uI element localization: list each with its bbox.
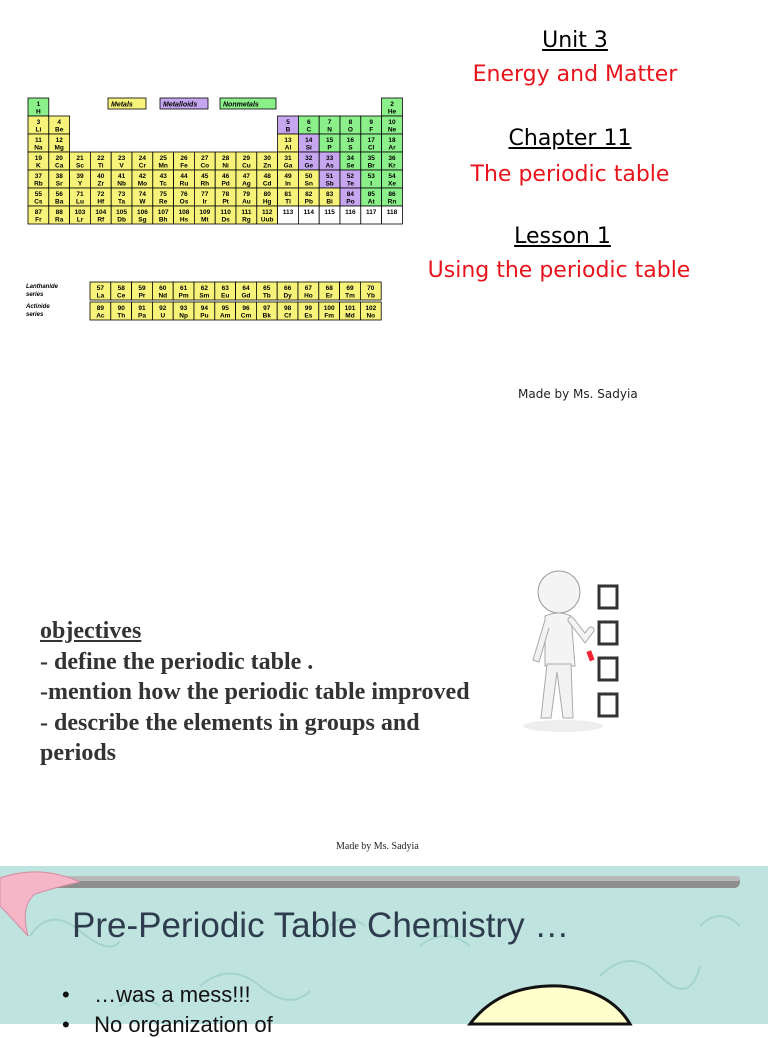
svg-text:58: 58 xyxy=(117,285,125,292)
svg-text:Bk: Bk xyxy=(262,312,271,320)
svg-text:70: 70 xyxy=(367,285,375,292)
svg-text:Ta: Ta xyxy=(118,198,126,206)
svg-text:La: La xyxy=(96,292,105,300)
svg-text:55: 55 xyxy=(34,191,43,198)
svg-text:116: 116 xyxy=(345,209,356,216)
svg-text:74: 74 xyxy=(138,191,147,198)
svg-text:Tc: Tc xyxy=(159,180,167,188)
svg-text:Cm: Cm xyxy=(240,312,252,320)
svg-text:Mo: Mo xyxy=(137,180,148,188)
svg-text:No: No xyxy=(366,312,376,320)
credit-text: Made by Ms. Sadyia xyxy=(336,841,419,852)
svg-text:16: 16 xyxy=(346,137,355,144)
svg-text:28: 28 xyxy=(221,155,230,162)
svg-text:42: 42 xyxy=(138,173,147,180)
svg-text:Ce: Ce xyxy=(117,292,126,300)
svg-text:98: 98 xyxy=(283,305,292,312)
svg-text:Sn: Sn xyxy=(304,180,313,188)
svg-text:Li: Li xyxy=(35,126,42,134)
svg-text:Br: Br xyxy=(367,162,375,170)
svg-text:Pd: Pd xyxy=(221,180,230,188)
svg-text:Os: Os xyxy=(179,198,189,206)
svg-text:Tl: Tl xyxy=(285,198,291,206)
svg-text:26: 26 xyxy=(180,155,188,162)
svg-text:89: 89 xyxy=(96,305,105,312)
svg-text:Tb: Tb xyxy=(262,292,271,300)
objective-item: -mention how the periodic table improved xyxy=(40,679,470,705)
svg-text:Cf: Cf xyxy=(284,312,292,320)
svg-text:75: 75 xyxy=(159,191,167,198)
svg-text:47: 47 xyxy=(242,173,251,180)
svg-text:92: 92 xyxy=(159,305,167,312)
svg-text:Mn: Mn xyxy=(158,162,168,170)
svg-text:14: 14 xyxy=(305,137,313,144)
svg-text:Sr: Sr xyxy=(55,180,63,188)
svg-text:99: 99 xyxy=(304,305,313,312)
svg-text:Rb: Rb xyxy=(34,180,43,188)
svg-text:Pr: Pr xyxy=(138,292,146,300)
svg-text:88: 88 xyxy=(55,209,63,216)
svg-text:113: 113 xyxy=(282,209,294,216)
svg-text:Be: Be xyxy=(55,126,64,134)
svg-text:Dy: Dy xyxy=(283,292,292,300)
svg-text:97: 97 xyxy=(263,305,271,312)
svg-text:Metalloids: Metalloids xyxy=(163,101,198,109)
checkbox-3 xyxy=(599,658,617,680)
svg-text:9: 9 xyxy=(369,119,374,126)
bullet-item: • …was a mess!!! xyxy=(62,982,251,1007)
svg-text:Db: Db xyxy=(117,216,126,224)
unit-label: Unit 3 xyxy=(542,28,608,53)
svg-text:104: 104 xyxy=(95,209,107,216)
svg-text:19: 19 xyxy=(34,155,43,162)
svg-text:Zn: Zn xyxy=(263,162,272,170)
svg-text:21: 21 xyxy=(76,155,84,162)
svg-text:Mt: Mt xyxy=(201,216,209,224)
svg-text:Er: Er xyxy=(325,292,333,300)
svg-text:Np: Np xyxy=(179,312,188,320)
svg-text:72: 72 xyxy=(97,191,105,198)
svg-text:61: 61 xyxy=(179,285,188,292)
svg-text:50: 50 xyxy=(305,173,313,180)
svg-text:Au: Au xyxy=(242,198,251,206)
svg-text:62: 62 xyxy=(200,285,209,292)
svg-text:10: 10 xyxy=(388,119,396,126)
svg-text:Se: Se xyxy=(346,162,355,170)
svg-text:Ba: Ba xyxy=(55,198,64,206)
svg-text:4: 4 xyxy=(57,119,62,126)
svg-text:111: 111 xyxy=(241,209,252,216)
svg-text:In: In xyxy=(285,180,291,188)
svg-text:65: 65 xyxy=(263,285,271,292)
svg-text:105: 105 xyxy=(116,209,128,216)
svg-text:V: V xyxy=(119,162,124,170)
svg-text:24: 24 xyxy=(138,155,147,162)
svg-text:Cr: Cr xyxy=(138,162,147,170)
svg-text:Sg: Sg xyxy=(138,216,147,224)
svg-text:31: 31 xyxy=(284,155,292,162)
svg-text:Rg: Rg xyxy=(242,216,251,224)
svg-text:Te: Te xyxy=(346,180,354,188)
svg-text:40: 40 xyxy=(97,173,105,180)
svg-text:H: H xyxy=(36,108,41,116)
svg-text:86: 86 xyxy=(388,191,396,198)
svg-text:Es: Es xyxy=(304,312,313,320)
svg-text:56: 56 xyxy=(55,191,63,198)
svg-text:Am: Am xyxy=(219,312,231,320)
svg-text:35: 35 xyxy=(367,155,375,162)
svg-text:Cu: Cu xyxy=(242,162,251,170)
svg-text:Ir: Ir xyxy=(202,198,207,206)
svg-text:45: 45 xyxy=(201,173,209,180)
svg-text:Co: Co xyxy=(200,162,210,170)
svg-text:78: 78 xyxy=(221,191,230,198)
svg-text:94: 94 xyxy=(200,305,209,312)
slide-pre-periodic xyxy=(0,866,768,1037)
svg-text:Ge: Ge xyxy=(304,162,314,170)
svg-text:54: 54 xyxy=(388,173,396,180)
svg-text:43: 43 xyxy=(159,173,167,180)
svg-text:77: 77 xyxy=(201,191,209,198)
credit-text: Made by Ms. Sadyia xyxy=(518,387,638,401)
svg-text:29: 29 xyxy=(242,155,251,162)
slide-objectives xyxy=(0,430,768,866)
checkbox-4 xyxy=(599,694,617,716)
svg-text:He: He xyxy=(387,108,397,116)
objective-item: - describe the elements in groups and periods xyxy=(40,709,420,766)
svg-text:103: 103 xyxy=(74,209,86,216)
svg-text:Ac: Ac xyxy=(96,312,105,320)
svg-text:112: 112 xyxy=(261,209,273,216)
svg-text:17: 17 xyxy=(367,137,375,144)
svg-text:117: 117 xyxy=(365,209,377,216)
svg-text:Si: Si xyxy=(305,144,312,152)
svg-text:Eu: Eu xyxy=(221,292,230,300)
svg-text:Ag: Ag xyxy=(242,180,251,188)
svg-text:series: series xyxy=(26,312,44,318)
svg-text:Na: Na xyxy=(34,144,43,152)
svg-text:S: S xyxy=(348,144,353,152)
svg-text:52: 52 xyxy=(346,173,355,180)
svg-text:48: 48 xyxy=(263,173,271,180)
svg-text:Mg: Mg xyxy=(54,144,64,152)
svg-text:46: 46 xyxy=(221,173,230,180)
svg-text:67: 67 xyxy=(304,285,313,292)
svg-text:At: At xyxy=(367,198,375,206)
svg-text:79: 79 xyxy=(242,191,251,198)
svg-text:N: N xyxy=(327,126,332,134)
svg-text:Re: Re xyxy=(159,198,168,206)
svg-text:20: 20 xyxy=(55,155,63,162)
svg-text:Tm: Tm xyxy=(345,292,355,300)
svg-text:32: 32 xyxy=(305,155,313,162)
svg-text:100: 100 xyxy=(323,305,335,312)
svg-text:Sb: Sb xyxy=(325,180,334,188)
svg-text:As: As xyxy=(325,162,334,170)
svg-text:15: 15 xyxy=(325,137,334,144)
svg-text:Ru: Ru xyxy=(179,180,189,188)
svg-text:Kr: Kr xyxy=(388,162,396,170)
svg-text:110: 110 xyxy=(220,209,231,216)
svg-text:Uub: Uub xyxy=(260,216,274,224)
svg-text:Xe: Xe xyxy=(388,180,396,188)
svg-text:69: 69 xyxy=(346,285,354,292)
chapter-label: Chapter 11 xyxy=(508,126,632,151)
svg-text:108: 108 xyxy=(178,209,190,216)
svg-text:60: 60 xyxy=(159,285,167,292)
svg-text:5: 5 xyxy=(286,119,290,126)
chapter-title: The periodic table xyxy=(470,162,670,187)
svg-text:Cl: Cl xyxy=(367,144,375,152)
periodic-table-image xyxy=(8,88,422,350)
svg-text:76: 76 xyxy=(180,191,188,198)
svg-text:64: 64 xyxy=(242,285,250,292)
svg-text:84: 84 xyxy=(346,191,355,198)
svg-text:O: O xyxy=(347,126,353,134)
svg-text:Fe: Fe xyxy=(180,162,188,170)
svg-text:Po: Po xyxy=(346,198,355,206)
bullet-item: • No organization of xyxy=(62,1012,273,1037)
svg-text:109: 109 xyxy=(199,209,211,216)
svg-text:Ds: Ds xyxy=(221,216,230,224)
svg-text:22: 22 xyxy=(97,155,105,162)
objectives-block xyxy=(40,616,480,769)
svg-text:Gd: Gd xyxy=(241,292,251,300)
svg-text:115: 115 xyxy=(324,209,335,216)
svg-text:51: 51 xyxy=(325,173,334,180)
svg-text:37: 37 xyxy=(34,173,43,180)
svg-text:59: 59 xyxy=(138,285,146,292)
svg-text:Yb: Yb xyxy=(366,292,375,300)
svg-text:Th: Th xyxy=(117,312,126,320)
svg-text:3: 3 xyxy=(36,119,41,126)
svg-text:66: 66 xyxy=(283,285,292,292)
svg-text:7: 7 xyxy=(327,119,332,126)
svg-text:Rn: Rn xyxy=(387,198,397,206)
svg-text:93: 93 xyxy=(179,305,188,312)
svg-text:118: 118 xyxy=(386,209,398,216)
svg-text:34: 34 xyxy=(346,155,355,162)
svg-text:2: 2 xyxy=(390,101,394,108)
svg-text:Bh: Bh xyxy=(158,216,168,224)
svg-text:12: 12 xyxy=(55,137,63,144)
svg-text:68: 68 xyxy=(325,285,333,292)
checkbox-1 xyxy=(599,586,617,608)
svg-text:91: 91 xyxy=(138,305,146,312)
svg-text:49: 49 xyxy=(284,173,292,180)
slide-title xyxy=(0,0,768,430)
svg-text:Bi: Bi xyxy=(326,198,333,206)
svg-text:Sc: Sc xyxy=(76,162,84,170)
svg-text:30: 30 xyxy=(263,155,271,162)
svg-text:F: F xyxy=(369,126,374,134)
svg-text:Cd: Cd xyxy=(262,180,272,188)
svg-text:38: 38 xyxy=(55,173,63,180)
svg-text:8: 8 xyxy=(348,119,353,126)
objectives-heading: objectives xyxy=(40,618,142,644)
svg-text:Pu: Pu xyxy=(200,312,209,320)
svg-text:Ho: Ho xyxy=(304,292,313,300)
svg-text:Ca: Ca xyxy=(55,162,64,170)
svg-text:11: 11 xyxy=(34,137,42,144)
svg-text:Pb: Pb xyxy=(304,198,313,206)
svg-text:53: 53 xyxy=(367,173,375,180)
svg-text:series: series xyxy=(26,292,44,298)
svg-text:Fr: Fr xyxy=(35,216,42,224)
svg-text:I: I xyxy=(370,180,373,188)
svg-text:C: C xyxy=(306,126,312,134)
svg-text:Lu: Lu xyxy=(76,198,84,206)
svg-text:18: 18 xyxy=(388,137,396,144)
lesson-label: Lesson 1 xyxy=(514,224,611,249)
svg-text:39: 39 xyxy=(76,173,84,180)
svg-text:36: 36 xyxy=(388,155,396,162)
svg-text:Ra: Ra xyxy=(55,216,64,224)
svg-text:Y: Y xyxy=(77,180,83,188)
svg-text:27: 27 xyxy=(201,155,209,162)
svg-text:Hs: Hs xyxy=(179,216,189,224)
svg-text:Lanthanide: Lanthanide xyxy=(26,284,59,290)
svg-text:Cs: Cs xyxy=(34,198,43,206)
svg-text:57: 57 xyxy=(96,285,105,292)
svg-text:83: 83 xyxy=(325,191,334,198)
svg-text:85: 85 xyxy=(367,191,375,198)
svg-text:41: 41 xyxy=(117,173,126,180)
svg-text:81: 81 xyxy=(284,191,292,198)
svg-text:Rf: Rf xyxy=(97,216,105,224)
svg-text:87: 87 xyxy=(34,209,43,216)
svg-text:Ne: Ne xyxy=(387,126,397,134)
svg-text:33: 33 xyxy=(325,155,334,162)
svg-text:1: 1 xyxy=(36,101,41,108)
svg-text:Ti: Ti xyxy=(97,162,104,170)
svg-text:96: 96 xyxy=(242,305,250,312)
svg-text:P: P xyxy=(327,144,332,152)
svg-text:Nonmetals: Nonmetals xyxy=(223,101,259,109)
svg-text:90: 90 xyxy=(117,305,125,312)
svg-text:44: 44 xyxy=(180,173,188,180)
svg-text:Lr: Lr xyxy=(76,216,84,224)
svg-text:K: K xyxy=(36,162,41,170)
svg-text:Pt: Pt xyxy=(222,198,229,206)
svg-text:95: 95 xyxy=(221,305,229,312)
svg-text:Hg: Hg xyxy=(262,198,272,206)
svg-text:B: B xyxy=(285,126,291,134)
svg-text:71: 71 xyxy=(76,191,84,198)
svg-text:Pm: Pm xyxy=(178,292,189,300)
svg-text:6: 6 xyxy=(306,119,311,126)
lesson-title: Using the periodic table xyxy=(427,258,691,283)
svg-text:Rh: Rh xyxy=(200,180,210,188)
checklist-figure-image xyxy=(505,568,625,738)
svg-text:Metals: Metals xyxy=(111,101,133,109)
svg-text:23: 23 xyxy=(117,155,126,162)
svg-text:73: 73 xyxy=(117,191,126,198)
svg-text:Ar: Ar xyxy=(388,144,396,152)
svg-text:80: 80 xyxy=(263,191,271,198)
svg-text:Actinide: Actinide xyxy=(26,304,50,310)
slide-title-text: Pre-Periodic Table Chemistry … xyxy=(72,906,570,945)
svg-text:25: 25 xyxy=(159,155,167,162)
svg-text:Ga: Ga xyxy=(283,162,293,170)
svg-text:102: 102 xyxy=(365,305,377,312)
svg-text:Al: Al xyxy=(284,144,292,152)
objective-item: - define the periodic table . xyxy=(40,648,314,675)
svg-text:Md: Md xyxy=(345,312,355,320)
checkbox-2 xyxy=(599,622,617,644)
svg-text:107: 107 xyxy=(157,209,169,216)
svg-text:106: 106 xyxy=(136,209,148,216)
svg-text:Hf: Hf xyxy=(97,198,105,206)
svg-text:82: 82 xyxy=(305,191,313,198)
svg-text:Fm: Fm xyxy=(324,312,335,320)
svg-text:13: 13 xyxy=(284,137,292,144)
svg-text:W: W xyxy=(139,198,146,206)
svg-text:114: 114 xyxy=(303,209,315,216)
unit-title: Energy and Matter xyxy=(472,62,678,87)
svg-text:Sm: Sm xyxy=(199,292,210,300)
svg-text:U: U xyxy=(160,312,166,320)
svg-text:Nb: Nb xyxy=(117,180,126,188)
svg-text:Zr: Zr xyxy=(97,180,105,188)
svg-text:Pa: Pa xyxy=(138,312,146,320)
svg-text:63: 63 xyxy=(221,285,229,292)
svg-text:Ni: Ni xyxy=(222,162,229,170)
svg-text:Nd: Nd xyxy=(158,292,168,300)
svg-text:101: 101 xyxy=(344,305,356,312)
